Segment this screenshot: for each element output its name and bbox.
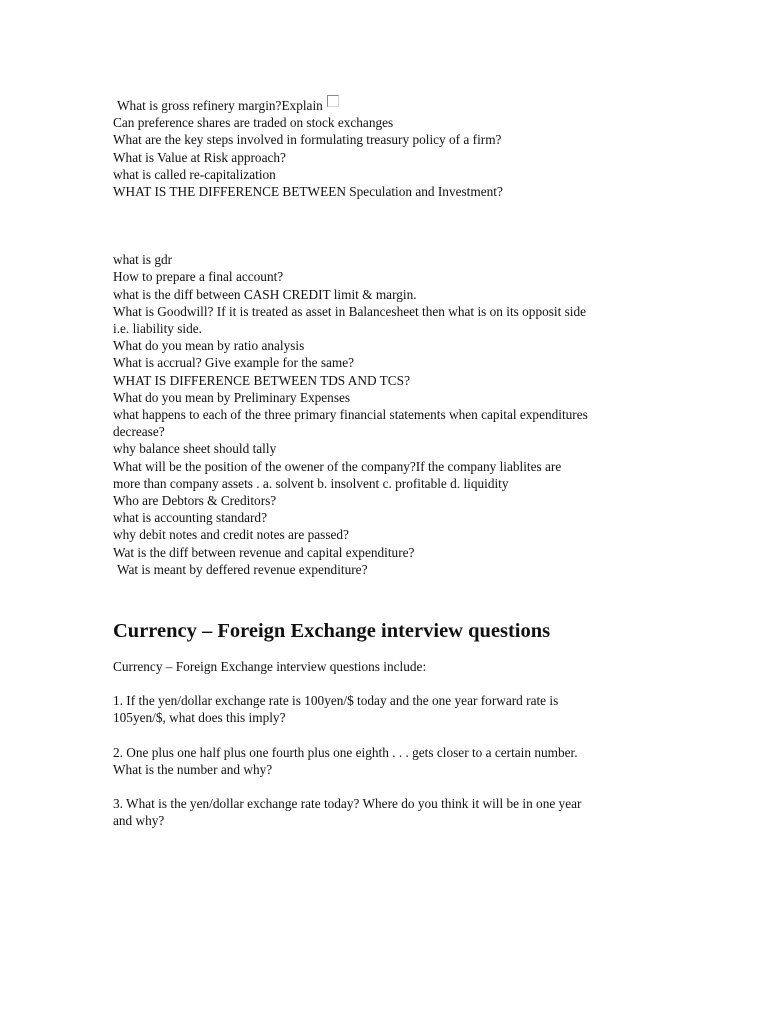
question-line: What will be the position of the owener of the company?If the company liablites are — [113, 458, 562, 474]
question-line: i.e. liability side. — [113, 321, 203, 337]
question-line: why balance sheet should tally — [113, 441, 277, 457]
question-line: why debit notes and credit notes are passed? — [113, 527, 349, 543]
spacer — [113, 675, 658, 692]
question-line: What are the key steps involved in formulating treasury policy of a firm? — [113, 132, 502, 148]
fx-question-2 — [113, 744, 658, 778]
section-intro: Currency – Foreign Exchange interview questions include: — [113, 659, 427, 675]
question-line: What is accrual? Give example for the same? — [113, 355, 355, 371]
question-line: Can preference shares are traded on stock exchanges — [113, 115, 394, 131]
question-line: What is Goodwill? If it is treated as asset in Balancesheet then what is on its opposit side — [113, 303, 587, 319]
question-line: Wat is the diff between revenue and capital expenditure? — [113, 544, 415, 560]
question-line: 1. If the yen/dollar exchange rate is 100yen/$ today and the one year forward rate is — [113, 693, 559, 709]
question-line: what is called re-capitalization — [113, 166, 276, 182]
question-line: How to prepare a final account? — [113, 269, 284, 285]
question-line: what is gdr — [113, 252, 173, 268]
question-line: and why? — [113, 813, 165, 829]
question-line: 2. One plus one half plus one fourth plus one eighth . . . gets closer to a certain number. — [113, 744, 578, 760]
spacer — [113, 200, 658, 251]
broken-image-icon — [327, 95, 339, 107]
question-line: more than company assets . a. solvent b. insolvent c. profitable d. liquidity — [113, 475, 509, 491]
question-line: 3. What is the yen/dollar exchange rate today? Where do you think it will be in one year — [113, 796, 582, 812]
question-line: What do you mean by ratio analysis — [113, 338, 305, 354]
question-line: 105yen/$, what does this imply? — [113, 710, 286, 726]
question-line: WHAT IS THE DIFFERENCE BETWEEN Speculation and Investment? — [113, 184, 503, 200]
question-line: decrease? — [113, 424, 165, 440]
question-text: What is gross refinery margin?Explain — [117, 98, 323, 113]
question-line: what happens to each of the three primary financial statements when capital expenditures — [113, 407, 588, 423]
question-line: What is the number and why? — [113, 761, 273, 777]
question-block-2 — [113, 251, 658, 578]
fx-question-1 — [113, 692, 658, 726]
question-line — [113, 95, 658, 114]
spacer — [113, 578, 658, 617]
section-heading: Currency – Foreign Exchange interview questions — [113, 620, 551, 643]
fx-question-3 — [113, 795, 658, 829]
question-line: What do you mean by Preliminary Expenses — [113, 389, 351, 405]
spacer — [113, 727, 658, 744]
question-line: What is Value at Risk approach? — [113, 149, 286, 165]
spacer — [113, 645, 658, 658]
document-page — [113, 95, 658, 830]
question-line: what is the diff between CASH CREDIT limit & margin. — [113, 286, 417, 302]
question-line: WHAT IS DIFFERENCE BETWEEN TDS AND TCS? — [113, 372, 410, 388]
question-block-1 — [113, 95, 658, 200]
question-line: what is accounting standard? — [113, 510, 267, 526]
spacer — [113, 778, 658, 795]
question-line: Who are Debtors & Creditors? — [113, 493, 277, 509]
question-line: Wat is meant by deffered revenue expenditure? — [117, 561, 368, 577]
